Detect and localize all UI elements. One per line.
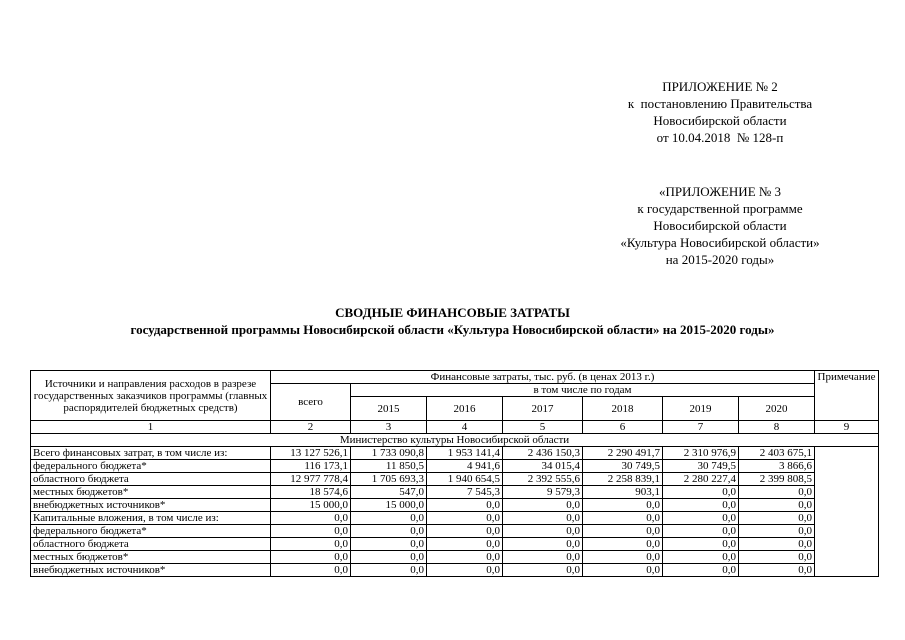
financial-costs-table <box>30 370 879 577</box>
column-number: 2 <box>271 421 351 434</box>
header-year: 2017 <box>503 397 583 421</box>
row-year-value: 0,0 <box>351 551 427 564</box>
header-by-years: в том числе по годам <box>351 384 815 397</box>
row-year-value: 0,0 <box>739 525 815 538</box>
row-year-value: 0,0 <box>663 538 739 551</box>
appendix-2-line: Новосибирской области <box>653 113 787 128</box>
row-total-value: 18 574,6 <box>271 486 351 499</box>
header-year: 2018 <box>583 397 663 421</box>
row-year-value: 0,0 <box>427 499 503 512</box>
row-total-value: 0,0 <box>271 538 351 551</box>
row-year-value: 9 579,3 <box>503 486 583 499</box>
row-year-value: 0,0 <box>503 551 583 564</box>
row-label: Капитальные вложения, в том числе из: <box>31 512 271 525</box>
row-year-value: 0,0 <box>503 512 583 525</box>
document-title: СВОДНЫЕ ФИНАНСОВЫЕ ЗАТРАТЫ <box>335 305 570 320</box>
table-row <box>31 460 879 473</box>
row-year-value: 547,0 <box>351 486 427 499</box>
table-row <box>31 551 879 564</box>
header-financial-costs: Финансовые затраты, тыс. руб. (в ценах 2013 г.) <box>271 371 815 384</box>
row-label: местных бюджетов* <box>31 486 271 499</box>
appendix-2-heading <box>575 78 865 146</box>
column-number: 3 <box>351 421 427 434</box>
row-year-value: 2 399 808,5 <box>739 473 815 486</box>
row-year-value: 0,0 <box>427 564 503 577</box>
header-total: всего <box>271 384 351 421</box>
row-year-value: 2 280 227,4 <box>663 473 739 486</box>
row-year-value: 2 436 150,3 <box>503 447 583 460</box>
row-year-value: 0,0 <box>663 512 739 525</box>
row-year-value: 0,0 <box>739 564 815 577</box>
row-year-value: 0,0 <box>663 499 739 512</box>
row-year-value: 2 258 839,1 <box>583 473 663 486</box>
header-source-column: Источники и направления расходов в разрезе государственных заказчиков программы (главных распорядителей бюджетных средств) <box>31 371 271 421</box>
row-label: областного бюджета <box>31 538 271 551</box>
row-year-value: 0,0 <box>739 486 815 499</box>
row-year-value: 0,0 <box>351 512 427 525</box>
appendix-3-line: «Культура Новосибирской области» <box>620 235 820 250</box>
row-year-value: 11 850,5 <box>351 460 427 473</box>
row-year-value: 0,0 <box>739 538 815 551</box>
row-label: федерального бюджета* <box>31 525 271 538</box>
row-year-value: 0,0 <box>663 525 739 538</box>
table-row <box>31 564 879 577</box>
table-row <box>31 512 879 525</box>
appendix-3-line: на 2015-2020 годы» <box>665 252 775 267</box>
row-year-value: 0,0 <box>427 551 503 564</box>
table-row <box>31 538 879 551</box>
row-year-value: 30 749,5 <box>583 460 663 473</box>
row-year-value: 0,0 <box>503 564 583 577</box>
table-row <box>31 473 879 486</box>
column-number: 9 <box>815 421 879 434</box>
row-year-value: 0,0 <box>427 512 503 525</box>
row-year-value: 1 733 090,8 <box>351 447 427 460</box>
row-year-value: 0,0 <box>351 538 427 551</box>
row-year-value: 2 403 675,1 <box>739 447 815 460</box>
table-row <box>31 486 879 499</box>
row-label: Всего финансовых затрат, в том числе из: <box>31 447 271 460</box>
row-year-value: 0,0 <box>583 512 663 525</box>
row-year-value: 0,0 <box>427 538 503 551</box>
row-year-value: 2 290 491,7 <box>583 447 663 460</box>
row-total-value: 116 173,1 <box>271 460 351 473</box>
column-number: 1 <box>31 421 271 434</box>
document-subtitle: государственной программы Новосибирской области «Культура Новосибирской области» на 2015-2020 годы» <box>130 322 775 337</box>
row-total-value: 0,0 <box>271 564 351 577</box>
column-number: 5 <box>503 421 583 434</box>
row-year-value: 0,0 <box>663 486 739 499</box>
row-year-value: 0,0 <box>583 551 663 564</box>
header-note-spacer <box>815 384 879 397</box>
row-year-value: 0,0 <box>427 525 503 538</box>
row-total-value: 15 000,0 <box>271 499 351 512</box>
table-row <box>31 499 879 512</box>
row-year-value: 903,1 <box>583 486 663 499</box>
header-note-spacer <box>815 397 879 421</box>
header-year: 2016 <box>427 397 503 421</box>
appendix-3-line: Новосибирской области <box>653 218 787 233</box>
appendix-3-line: «ПРИЛОЖЕНИЕ № 3 <box>658 184 782 199</box>
row-year-value: 1 940 654,5 <box>427 473 503 486</box>
row-year-value: 2 310 976,9 <box>663 447 739 460</box>
header-year: 2019 <box>663 397 739 421</box>
row-total-value: 13 127 526,1 <box>271 447 351 460</box>
row-year-value: 0,0 <box>503 525 583 538</box>
table-row <box>31 525 879 538</box>
row-label: местных бюджетов* <box>31 551 271 564</box>
row-year-value: 30 749,5 <box>663 460 739 473</box>
row-year-value: 0,0 <box>583 538 663 551</box>
row-year-value: 7 545,3 <box>427 486 503 499</box>
row-year-value: 0,0 <box>739 551 815 564</box>
row-year-value: 1 953 141,4 <box>427 447 503 460</box>
header-note: Примечание <box>815 371 879 384</box>
row-year-value: 0,0 <box>503 538 583 551</box>
row-year-value: 3 866,6 <box>739 460 815 473</box>
row-year-value: 0,0 <box>739 499 815 512</box>
appendix-2-line: ПРИЛОЖЕНИЕ № 2 <box>662 79 778 94</box>
column-number: 8 <box>739 421 815 434</box>
table-row <box>31 447 879 460</box>
row-year-value: 0,0 <box>503 499 583 512</box>
header-year: 2015 <box>351 397 427 421</box>
appendix-2-line: от 10.04.2018 № 128-п <box>656 130 784 145</box>
row-label: внебюджетных источников* <box>31 499 271 512</box>
column-number: 6 <box>583 421 663 434</box>
appendix-2-line: к постановлению Правительства <box>627 96 813 111</box>
appendix-3-heading <box>575 183 865 268</box>
row-year-value: 0,0 <box>351 525 427 538</box>
row-note <box>815 447 879 577</box>
row-total-value: 0,0 <box>271 551 351 564</box>
appendix-3-line: к государственной программе <box>637 201 803 216</box>
row-year-value: 4 941,6 <box>427 460 503 473</box>
row-label: федерального бюджета* <box>31 460 271 473</box>
row-year-value: 15 000,0 <box>351 499 427 512</box>
row-year-value: 0,0 <box>663 564 739 577</box>
row-year-value: 0,0 <box>583 564 663 577</box>
row-label: областного бюджета <box>31 473 271 486</box>
column-number: 7 <box>663 421 739 434</box>
row-year-value: 2 392 555,6 <box>503 473 583 486</box>
row-year-value: 34 015,4 <box>503 460 583 473</box>
row-year-value: 0,0 <box>351 564 427 577</box>
row-year-value: 0,0 <box>583 525 663 538</box>
section-ministry-row: Министерство культуры Новосибирской области <box>31 434 879 447</box>
row-year-value: 0,0 <box>583 499 663 512</box>
row-total-value: 0,0 <box>271 512 351 525</box>
row-year-value: 0,0 <box>663 551 739 564</box>
row-total-value: 12 977 778,4 <box>271 473 351 486</box>
row-year-value: 1 705 693,3 <box>351 473 427 486</box>
row-year-value: 0,0 <box>739 512 815 525</box>
column-number: 4 <box>427 421 503 434</box>
header-year: 2020 <box>739 397 815 421</box>
row-label: внебюджетных источников* <box>31 564 271 577</box>
row-total-value: 0,0 <box>271 525 351 538</box>
